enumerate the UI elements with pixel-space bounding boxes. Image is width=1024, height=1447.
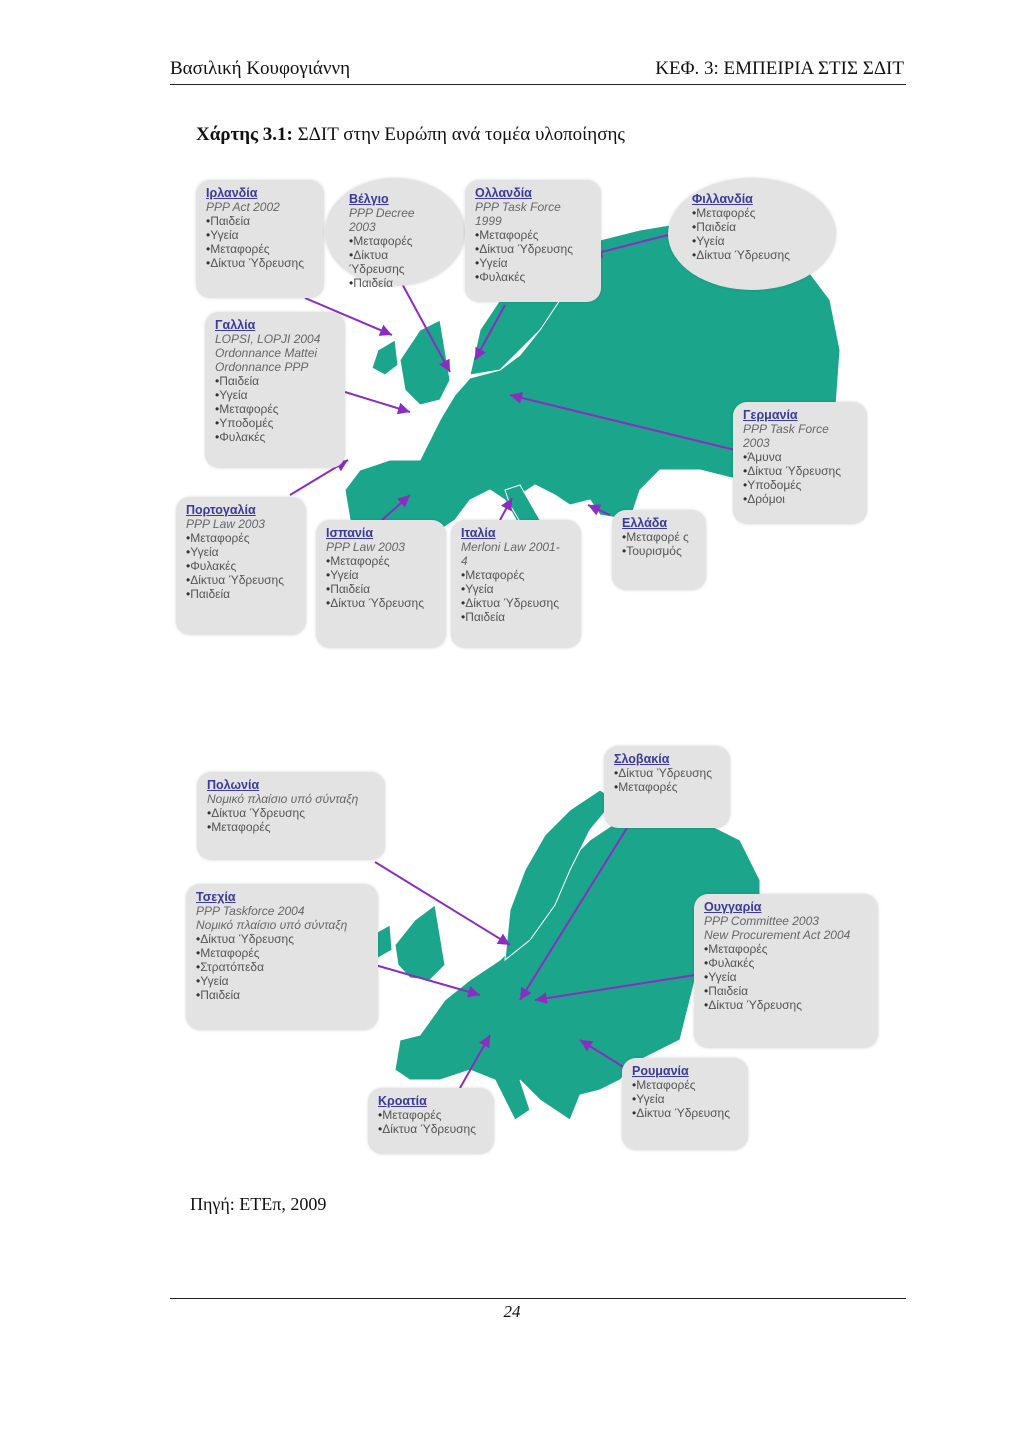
sector-item: • Δίκτυα Ύδρευσης xyxy=(196,932,368,946)
country-title: Κροατία xyxy=(378,1094,427,1108)
sector-item: • Δίκτυα Ύδρευσης xyxy=(349,248,441,276)
sector-item: • Παιδεία xyxy=(461,610,571,624)
caption-label: Χάρτης 3.1: xyxy=(196,124,293,145)
legal-framework: PPP Law 2003 xyxy=(326,540,405,554)
sector-item: • Δίκτυα Ύδρευσης xyxy=(743,464,857,478)
sector-item: • Υγεία xyxy=(692,234,812,248)
map2-uk xyxy=(395,905,445,980)
sector-item: • Υγεία xyxy=(461,582,571,596)
legal-framework: PPP Committee 2003 xyxy=(704,914,819,928)
arrow-poland xyxy=(375,862,510,945)
sector-item: • Δίκτυα Ύδρευσης xyxy=(206,256,314,270)
sector-item: • Μεταφορές xyxy=(206,242,314,256)
sector-item: • Δρόμοι xyxy=(743,492,857,506)
sector-item: • Μεταφορές xyxy=(692,206,812,220)
country-title: Ολλανδία xyxy=(475,186,532,200)
sector-item: • Άμυνα xyxy=(743,450,857,464)
legal-framework: PPP Task Force xyxy=(475,200,561,214)
country-title: Ρουμανία xyxy=(632,1064,689,1078)
sector-item: • Παιδεία xyxy=(349,276,441,290)
sector-item: • Μεταφορές xyxy=(349,234,441,248)
sector-item: • Μεταφορές xyxy=(461,568,571,582)
sector-item: • Δίκτυα Ύδρευσης xyxy=(186,573,296,587)
legal-framework: Merloni Law 2001- xyxy=(461,540,560,554)
sector-item: • Υγεία xyxy=(196,974,368,988)
country-title: Πολωνία xyxy=(207,778,260,792)
legal-framework: Νομικό πλαίσιο υπό σύνταξη xyxy=(207,792,359,806)
callout-poland xyxy=(197,772,385,860)
legal-framework: Ordonnance PPP xyxy=(215,360,309,374)
legal-framework: PPP Task Force xyxy=(743,422,829,436)
sector-item: • Παιδεία xyxy=(186,587,296,601)
page-number: 24 xyxy=(503,1302,521,1321)
legal-framework: PPP Law 2003 xyxy=(186,517,265,531)
country-title: Ελλάδα xyxy=(622,516,668,530)
sector-item: • Μεταφορέ ς xyxy=(622,530,696,544)
sector-item: • Τουρισμός xyxy=(622,544,696,558)
callout-croatia xyxy=(368,1088,494,1154)
sector-item: • Δίκτυα Ύδρευσης xyxy=(378,1122,484,1136)
sector-item: • Υγεία xyxy=(704,970,868,984)
sector-item: • Μεταφορές xyxy=(196,946,368,960)
sector-item: • Παιδεία xyxy=(196,988,368,1002)
callout-romania xyxy=(622,1058,748,1150)
sector-item: • Μεταφορές xyxy=(704,942,868,956)
country-title: Γερμανία xyxy=(743,408,798,422)
callout-hungary xyxy=(694,894,878,1048)
sector-item: • Δίκτυα Ύδρευσης xyxy=(632,1106,738,1120)
sector-item: • Υγεία xyxy=(215,388,335,402)
legal-framework: PPP Decree 2003 xyxy=(349,206,415,234)
sector-item: • Παιδεία xyxy=(692,220,812,234)
country-title: Βέλγιο xyxy=(349,192,389,206)
sector-item: • Υγεία xyxy=(632,1092,738,1106)
sector-item: • Δίκτυα Ύδρευσης xyxy=(614,766,720,780)
header-author: Βασιλική Κουφογιάννη xyxy=(170,58,351,79)
source-note: Πηγή: ΕΤΕπ, 2009 xyxy=(190,1194,327,1214)
legal-framework: New Procurement Act 2004 xyxy=(704,928,851,942)
sector-item: • Παιδεία xyxy=(326,582,436,596)
country-title: Σλοβακία xyxy=(614,752,670,766)
sector-item: • Μεταφορές xyxy=(378,1108,484,1122)
legal-framework: LOPSI, LOPJI 2004 xyxy=(215,332,321,346)
sector-item: • Παιδεία xyxy=(215,374,335,388)
caption-text: ΣΔΙΤ στην Ευρώπη ανά τομέα υλοποίησης xyxy=(297,124,625,145)
sector-item: • Μεταφορές xyxy=(326,554,436,568)
sector-item: • Παιδεία xyxy=(704,984,868,998)
legal-framework: PPP Act 2002 xyxy=(206,200,280,214)
sector-item: • Υγεία xyxy=(206,228,314,242)
country-title: Πορτογαλία xyxy=(186,503,256,517)
legal-framework: Ordonnance Mattei xyxy=(215,346,318,360)
sector-item: • Δίκτυα Ύδρευσης xyxy=(461,596,571,610)
callout-czech xyxy=(186,884,378,1030)
sector-item: • Φυλακές xyxy=(704,956,868,970)
sector-item: • Δίκτυα Ύδρευσης xyxy=(326,596,436,610)
sector-item: • Μεταφορές xyxy=(186,531,296,545)
legal-framework-year: 1999 xyxy=(475,214,502,228)
legal-framework-year: 4 xyxy=(461,554,468,568)
callout-slovakia xyxy=(604,746,730,828)
country-title: Φιλλανδία xyxy=(692,192,753,206)
sector-item: • Μεταφορές xyxy=(475,228,591,242)
sector-item: • Μεταφορές xyxy=(632,1078,738,1092)
country-title: Γαλλία xyxy=(215,318,256,332)
sector-item: • Μεταφορές xyxy=(614,780,720,794)
sector-item: • Δίκτυα Ύδρευσης xyxy=(207,806,375,820)
sector-item: • Υγεία xyxy=(326,568,436,582)
sector-item: • Υποδομές xyxy=(215,416,335,430)
country-title: Ιταλία xyxy=(461,526,496,540)
legal-framework-year: 2003 xyxy=(743,436,770,450)
sector-item: • Υγεία xyxy=(475,256,591,270)
legal-framework: PPP Taskforce 2004 xyxy=(196,904,305,918)
country-title: Τσεχία xyxy=(196,890,236,904)
country-title: Ιρλανδία xyxy=(206,186,258,200)
header-chapter: ΚΕΦ. 3: ΕΜΠΕΙΡΙΑ ΣΤΙΣ ΣΔΙΤ xyxy=(655,58,904,79)
sector-item: • Δίκτυα Ύδρευσης xyxy=(692,248,812,262)
sector-item: • Παιδεία xyxy=(206,214,314,228)
sector-item: • Δίκτυα Ύδρευσης xyxy=(704,998,868,1012)
footer-rule xyxy=(170,1298,906,1299)
country-title: Ισπανία xyxy=(326,526,374,540)
country-title: Ουγγαρία xyxy=(704,900,762,914)
sector-item: • Στρατόπεδα xyxy=(196,960,368,974)
sector-item: • Υγεία xyxy=(186,545,296,559)
sector-item: • Υποδομές xyxy=(743,478,857,492)
sector-item: • Μεταφορές xyxy=(207,820,375,834)
sector-item: • Φυλακές xyxy=(186,559,296,573)
legal-framework: Νομικό πλαίσιο υπό σύνταξη xyxy=(196,918,348,932)
sector-item: • Φυλακές xyxy=(475,270,591,284)
sector-item: • Φυλακές xyxy=(215,430,335,444)
sector-item: • Μεταφορές xyxy=(215,402,335,416)
sector-item: • Δίκτυα Ύδρευσης xyxy=(475,242,591,256)
